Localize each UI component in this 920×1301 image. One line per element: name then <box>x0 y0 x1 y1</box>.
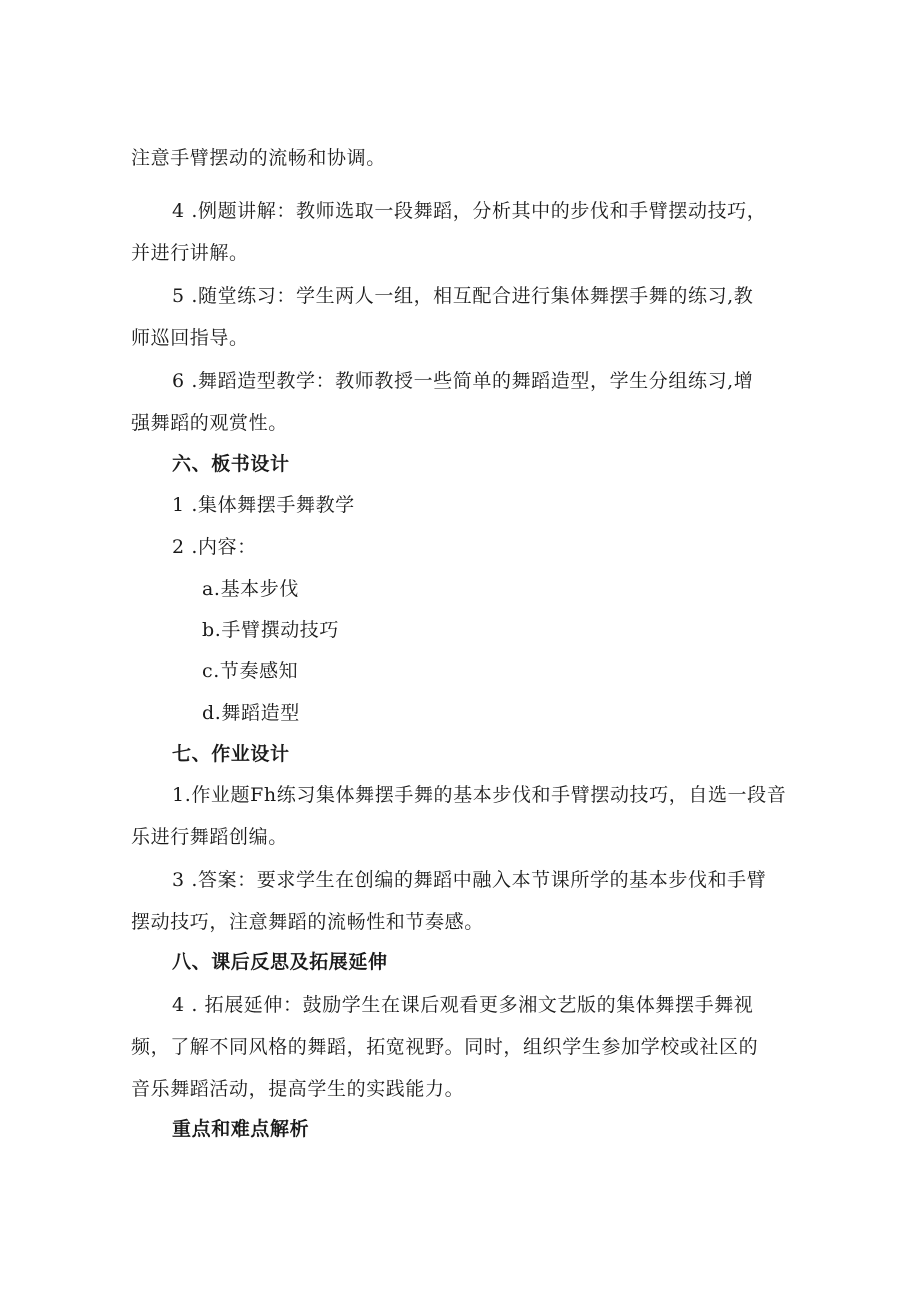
section-heading-board-design: 六、板书设计 <box>172 453 290 475</box>
paragraph-line: 注意手臂摆动的流畅和协调。 <box>131 147 386 169</box>
sub-list-item: a.基本步伐 <box>202 578 299 600</box>
paragraph-line: 强舞蹈的观赏性。 <box>131 412 288 434</box>
list-item: 1 .集体舞摆手舞教学 <box>172 494 355 516</box>
section-heading-reflection: 八、课后反思及拓展延伸 <box>172 951 388 973</box>
sub-list-item: d.舞蹈造型 <box>202 702 300 724</box>
paragraph-line: 乐进行舞蹈创编。 <box>131 826 288 848</box>
paragraph-line: 4 .例题讲解：教师选取一段舞蹈，分析其中的步伐和手臂摆动技巧， <box>172 200 767 222</box>
paragraph-line: 5 .随堂练习：学生两人一组，相互配合进行集体舞摆手舞的练习,教 <box>172 285 754 307</box>
paragraph-line: 并进行讲解。 <box>131 242 249 264</box>
section-heading-homework: 七、作业设计 <box>172 743 290 765</box>
paragraph-line: 师巡回指导。 <box>131 327 249 349</box>
sub-list-item: c.节奏感知 <box>202 660 299 682</box>
sub-list-item: b.手臂撰动技巧 <box>202 619 340 641</box>
paragraph-line: 频，了解不同风格的舞蹈，拓宽视野。同时，组织学生参加学校或社区的 <box>131 1036 759 1058</box>
paragraph-line: 3 .答案：要求学生在创编的舞蹈中融入本节课所学的基本步伐和手臂 <box>172 869 767 891</box>
paragraph-line: 4 . 拓展延伸：鼓励学生在课后观看更多湘文艺版的集体舞摆手舞视 <box>172 994 754 1016</box>
paragraph-line: 音乐舞蹈活动，提高学生的实践能力。 <box>131 1078 465 1100</box>
paragraph-line: 6 .舞蹈造型教学：教师教授一些简单的舞蹈造型，学生分组练习,增 <box>172 370 754 392</box>
paragraph-line: 摆动技巧，注意舞蹈的流畅性和节奏感。 <box>131 911 484 933</box>
list-item: 2 .内容： <box>172 536 257 558</box>
paragraph-line: 1.作业题Fh练习集体舞摆手舞的基本步伐和手臂摆动技巧，自选一段音 <box>172 784 787 806</box>
section-heading-key-points: 重点和难点解析 <box>172 1118 310 1140</box>
